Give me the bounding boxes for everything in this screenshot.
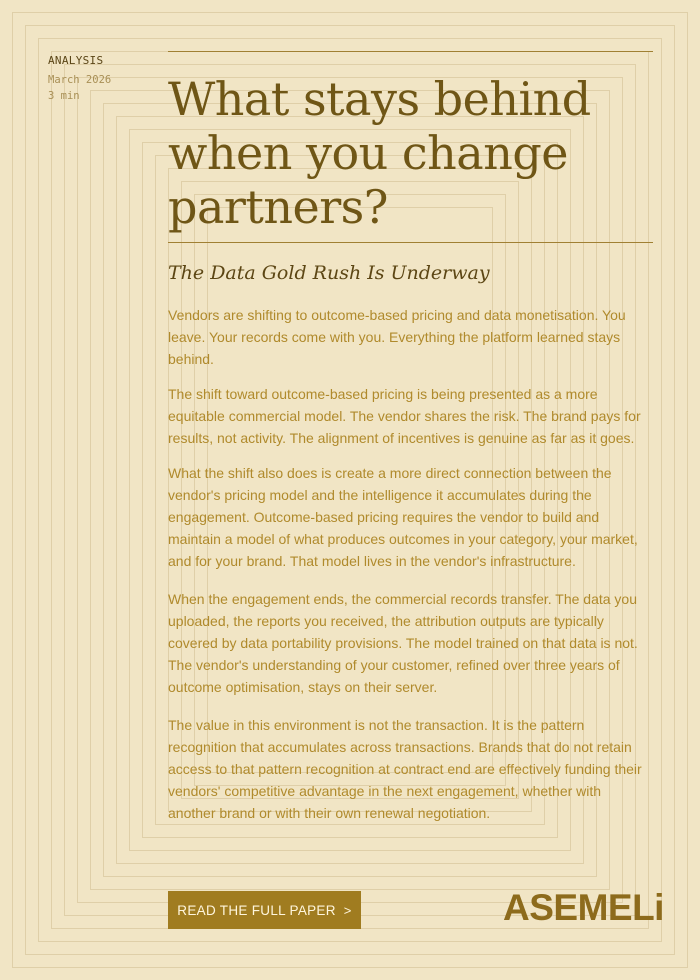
article-subtitle: The Data Gold Rush Is Underway [168,262,490,284]
body-paragraph: The value in this environment is not the transaction. It is the pattern recognition that accumulates across transactions. Brands that do not retain access to that pattern recognition at contract end are effectively funding their vendors' competitive advantage in the next engagement, whether with another brand or with their own renewal negotiation. [168,717,642,821]
chevron-right-icon: > [343,902,352,918]
page-title: What stays behind when you change partners? [168,72,591,234]
read-time: 3 min [48,90,80,102]
body-paragraph: The shift toward outcome-based pricing is being presented as a more equitable commercial model. The vendor shares the risk. The brand pays for results, not activity. The alignment of incentives is genuine as far as it goes. [168,386,641,446]
article-body [168,304,652,837]
title-divider [168,242,653,243]
publish-date: March 2026 [48,74,112,86]
category-label: ANALYSIS [48,54,104,67]
body-paragraph: When the engagement ends, the commercial records transfer. The data you uploaded, the reports you received, the attribution outputs are typically covered by data portability provisions. The model trained on that data is not. The vendor's understanding of your customer, refined over three years of outcome optimisation, stays on their server. [168,591,638,695]
body-paragraph: What the shift also does is create a more direct connection between the vendor's pricing model and the intelligence it accumulates during the engagement. Outcome-based pricing requires the vendor to build and maintain a model of what produces outcomes in your category, your market, and for your brand. That model lives in the vendor's infrastructure. [168,465,638,569]
cta-label: READ THE FULL PAPER [177,902,336,918]
read-full-paper-button[interactable] [168,891,361,929]
article-meta [48,54,111,102]
top-divider [168,51,653,52]
intro-paragraph: Vendors are shifting to outcome-based pricing and data monetisation. You leave. Your records come with you. Everything the platform learned stays behind. [168,307,626,367]
brand-logo: ASEMELi [503,887,664,928]
